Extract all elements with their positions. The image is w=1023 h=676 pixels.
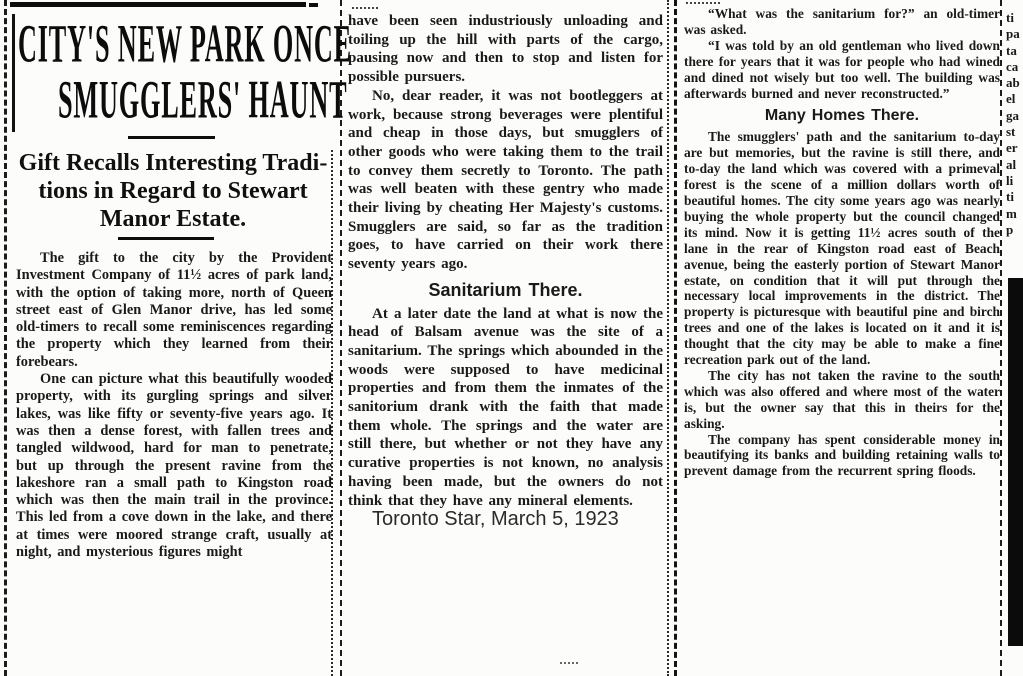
paragraph: have been seen industriously unloading and toiling up the hill with parts of the cargo, pausing now and then to stop and listen for possible pursuers. bbox=[348, 13, 663, 86]
subhead-line-1: Gift Recalls Interesting Tradi- bbox=[18, 150, 328, 176]
scan-noise bbox=[352, 7, 378, 9]
fragment: er bbox=[1006, 140, 1018, 156]
fragment: st bbox=[1006, 124, 1016, 140]
scan-noise bbox=[686, 2, 720, 4]
fragment: p bbox=[1006, 221, 1014, 237]
article-column-2 bbox=[348, 12, 663, 529]
top-rule bbox=[10, 2, 306, 7]
column-divider-2 bbox=[674, 0, 677, 676]
paragraph: “I was told by an old gentleman who lived down there for years that it was for people who had wined and dined not wisely but too well. The building was afterwards burned and never reconstructed.” bbox=[684, 37, 1000, 101]
section-heading-many-homes: Many Homes There. bbox=[764, 107, 920, 125]
scan-left-edge-rule bbox=[4, 0, 7, 676]
subhead bbox=[14, 149, 332, 233]
fragment: m bbox=[1006, 205, 1017, 221]
fragment: pa bbox=[1006, 26, 1020, 42]
clipped-column-fragments bbox=[1006, 10, 1023, 238]
article-column-3 bbox=[684, 6, 1000, 479]
top-rule-tick bbox=[309, 3, 318, 7]
fragment: al bbox=[1006, 156, 1017, 172]
paragraph: The city has not taken the ravine to the south which was also offered and where most of the water is, but the owner say that this in theirs for the asking. bbox=[684, 367, 1000, 431]
paragraph: The gift to the city by the Provident Investment Company of 11½ acres of park land, with the option of taking more, north of Queen street east of Glen Manor drive, has led some old-timers to recall some reminiscences regarding the property which they learned from their forebears. bbox=[16, 250, 332, 370]
scan-noise bbox=[560, 662, 578, 664]
subhead-body-divider bbox=[118, 237, 214, 240]
paragraph: No, dear reader, it was not bootleggers at work, because strong beverages were plentiful and cheap in those days, but smugglers of other goods who were taking them to the trail to convey them secretly to Toronto. The path was well beaten with these gentry who made their living by cheating Her Majesty's customs. Smugglers are said, so far as the tradition goes, to have carried on their work there seventy years ago. bbox=[348, 87, 663, 273]
paragraph: The company has spent considerable money in beautifying its banks and building retaining walls to prevent damage from the recurrent spring floods. bbox=[684, 431, 1000, 479]
fragment: el bbox=[1006, 91, 1016, 107]
source-caption: Toronto Star, March 5, 1923 bbox=[372, 508, 619, 531]
fragment: ti bbox=[1006, 189, 1014, 205]
fragment: ta bbox=[1006, 42, 1017, 58]
fragment: ga bbox=[1006, 107, 1019, 123]
paragraph: One can picture what this beautifully wooded property, with its gurgling springs and silver lakes, was like fifty or seventy-five years ago. It was then a dense forest, with fallen trees and tangled wildwood, hard for man to penetrate, but up through the present ravine from the lakeshore ran a small path to Kingston road which was then the main trail in the province. This led from a cove down in the lake, and there at times were moored strange craft, usually at night, and mysterious figures might bbox=[16, 371, 332, 561]
subhead-line-3: Manor Estate. bbox=[99, 206, 247, 232]
section-heading-sanitarium: Sanitarium There. bbox=[428, 279, 583, 300]
subhead-line-2: tions in Regard to Stewart bbox=[38, 178, 308, 204]
column-divider-3 bbox=[1000, 0, 1002, 676]
headline-line-2: SMUGGLERS' HAUNT bbox=[58, 68, 348, 130]
fragment: ca bbox=[1006, 58, 1019, 74]
headline-left-rule bbox=[12, 14, 15, 132]
paragraph: The smugglers' path and the sanitarium to-day are but memories, but the ravine is still there, and to-day the land which was covered with a primeval forest is the scene of a million dollars worth of beautiful homes. The city some years ago was nearly buying the whole property but the council changed its mind. Now it is getting 11½ acres south of the lane in the rear of Kingston road east of Beach avenue, being the easterly portion of Stewart Manor estate, on condition that it will put through the necessary local improvements in the district. The property is picturesque with beautiful pine and birch trees and one of the lakes is located on it and it is thought that the city may be able to make a fine recreation park out of the land. bbox=[684, 129, 1000, 368]
fragment: ab bbox=[1006, 75, 1020, 91]
headline-subhead-divider bbox=[128, 136, 215, 139]
column-divider-2-dotted bbox=[667, 0, 669, 676]
clipped-photo-edge bbox=[1008, 278, 1023, 646]
paragraph: “What was the sanitarium for?” an old-timer was asked. bbox=[684, 6, 1000, 37]
fragment: li bbox=[1006, 172, 1014, 188]
fragment: ti bbox=[1006, 10, 1014, 25]
article-column-1 bbox=[16, 250, 332, 561]
paragraph: At a later date the land at what is now the head of Balsam avenue was the site of a sanitarium. The springs which abounded in the woods were supposed to have medicinal properties and from them the inmates of the sanitorium drank with the faith that made them whole. The springs and the water are still there, but whether or not they have any curative properties is not known, no analysis having been made, but the owners do not think that they have any mineral elements. bbox=[348, 305, 663, 509]
headline-line-1: CITY'S NEW PARK ONCE bbox=[18, 12, 352, 74]
